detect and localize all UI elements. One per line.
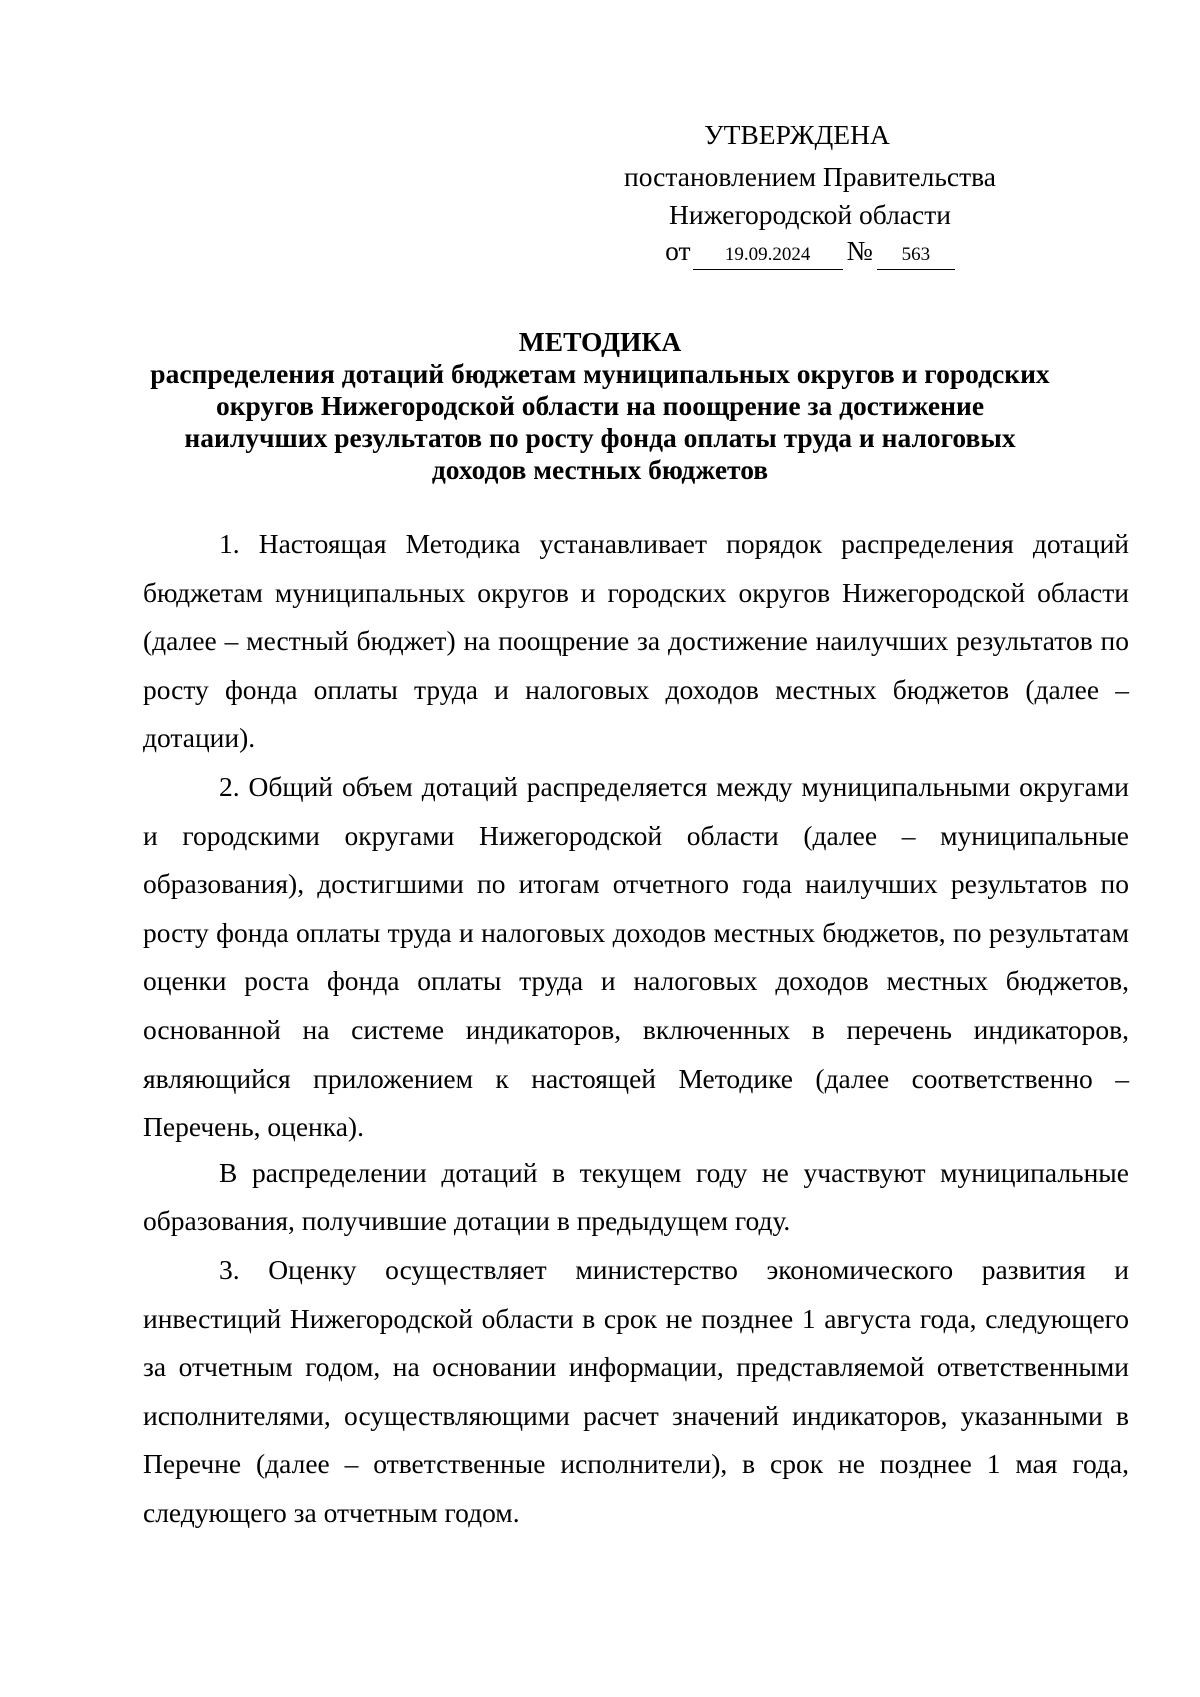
approval-date-line [600, 232, 1020, 270]
approval-number: 563 [877, 241, 955, 270]
approval-date: 19.09.2024 [693, 241, 843, 270]
paragraph-4: 3. Оценку осуществляет министерство экономического развития и инвестиций Нижегородской области в срок не позднее 1 августа года, следующего за отчетным годом, на основании информации, представляемой ответственными исполнителями, осуществляющими расчет значений индикаторов, указанными в Перечне (далее – ответственные исполнители), в срок не позднее 1 мая года, следующего за отчетным годом. [143, 1253, 1129, 1528]
paragraph-1: 1. Настоящая Методика устанавливает порядок распределения дотаций бюджетам муниципальных округов и городских округов Нижегородской области (далее – местный бюджет) на поощрение за достижение наилучших результатов по росту фонда оплаты труда и налоговых доходов местных бюджетов (далее – дотации). [143, 528, 1129, 754]
document-body [143, 520, 1129, 1537]
paragraph-3: В распределении дотаций в текущем году не участвуют муниципальные образования, получившие дотации в предыдущем году. [143, 1156, 1129, 1237]
title-main: МЕТОДИКА [518, 326, 682, 357]
document-title [150, 326, 1050, 486]
approval-block [600, 112, 1020, 270]
from-label: от [665, 235, 691, 266]
approval-heading: УТВЕРЖДЕНА [704, 119, 890, 150]
number-label: № [846, 235, 873, 266]
approval-line-1: постановлением Правительства [624, 161, 996, 192]
approval-line-2: Нижегородской области [669, 199, 951, 230]
title-subtitle: распределения дотаций бюджетам муниципальных округов и городских округов Нижегородской области на поощрение за достижение наилучших результатов по росту фонда оплаты труда и налоговых доходов местных бюджетов [150, 358, 1050, 485]
paragraph-2: 2. Общий объем дотаций распределяется между муниципальными округами и городскими округами Нижегородской области (далее – муниципальные образования), достигшими по итогам отчетного года наилучших результатов по росту фонда оплаты труда и налоговых доходов местных бюджетов, по результатам оценки роста фонда оплаты труда и налоговых доходов местных бюджетов, основанной на системе индикаторов, включенных в перечень индикаторов, являющийся приложением к настоящей Методике (далее соответственно – Перечень, оценка). [143, 770, 1129, 1143]
